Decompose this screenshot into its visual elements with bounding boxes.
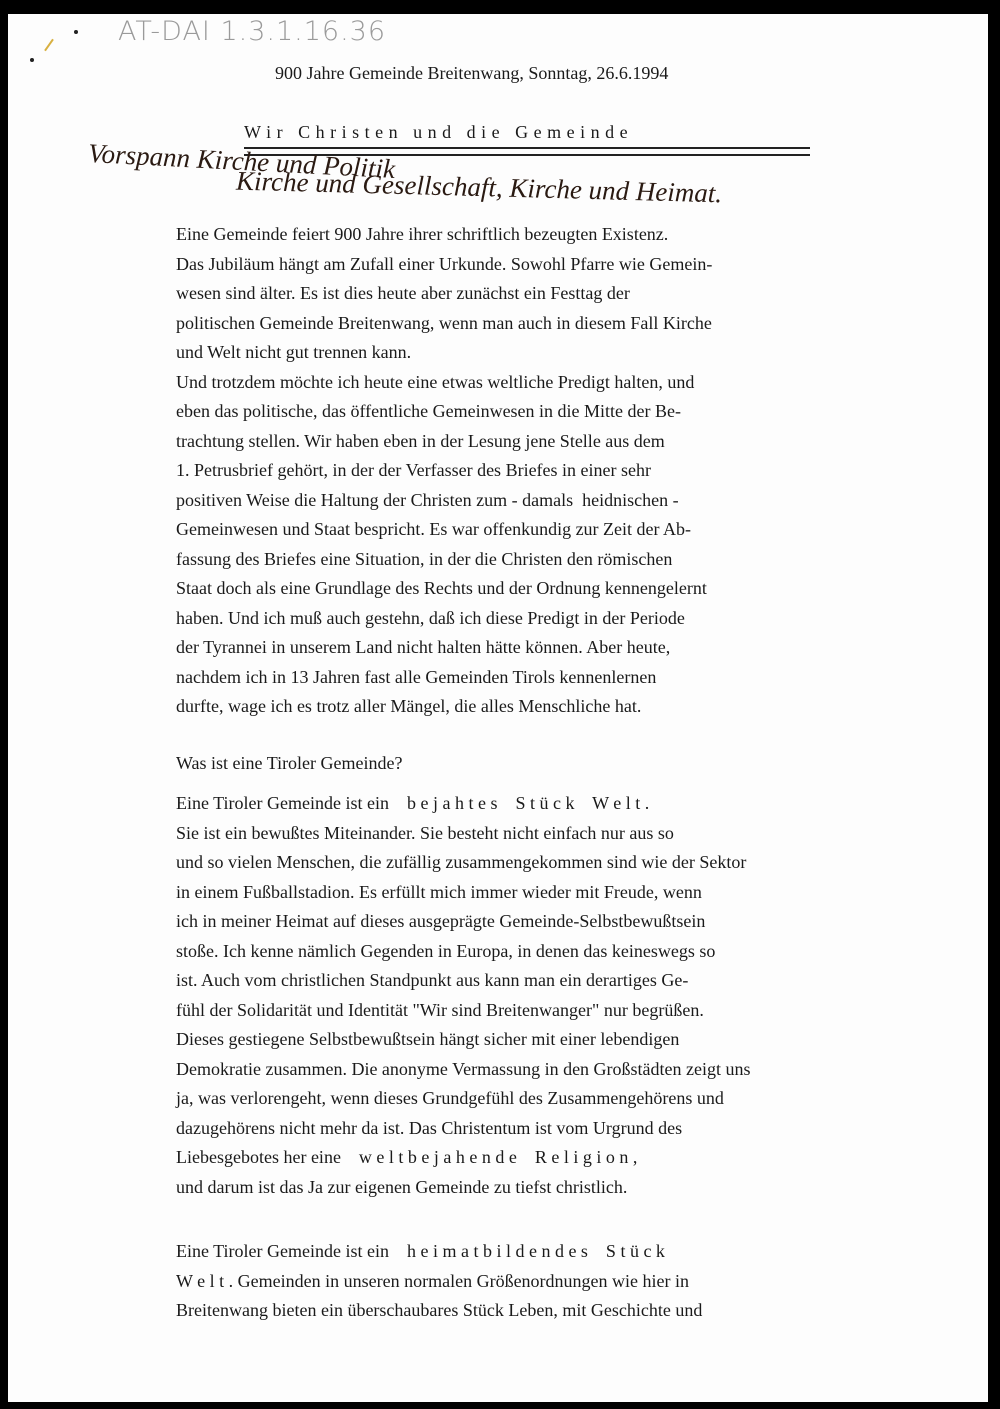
paragraph-1 [176, 220, 712, 722]
text-line: durfte, wage ich es trotz aller Mängel, die alles Menschliche hat. [176, 696, 642, 716]
text-line: fassung des Briefes eine Situation, in der die Christen den römischen [176, 548, 673, 569]
text-line: Dieses gestiegene Selbstbewußtsein hängt sicher mit einer lebendigen [176, 1029, 680, 1049]
text-line: Staat doch als eine Grundlage des Rechts und der Ordnung kennengelernt [176, 578, 707, 598]
text-line: der Tyrannei in unserem Land nicht halten hätte können. Aber heute, [176, 637, 671, 657]
handwritten-note-line-2: Kirche und Gesellschaft, Kirche und Heimat. [235, 165, 723, 209]
text-line: in einem Fußballstadion. Es erfüllt mich immer wieder mit Freude, wenn [176, 881, 702, 902]
archive-signature: AT-DAI 1.3.1.16.36 [118, 16, 387, 47]
text-line: trachtung stellen. Wir haben eben in der Lesung jene Stelle aus dem [176, 430, 665, 451]
text-line: Und trotzdem möchte ich heute eine etwas weltliche Predigt halten, und [176, 371, 695, 392]
text-line: haben. Und ich muß auch gestehn, daß ich diese Predigt in der Periode [176, 607, 685, 628]
text-line: positiven Weise die Haltung der Christen zum - damals heidnischen - [176, 489, 679, 510]
handwritten-note-line-1: Vorspann Kirche und Politik [87, 137, 396, 185]
text-line: wesen sind älter. Es ist dies heute aber zunächst ein Festtag der [176, 283, 630, 303]
text-line: und Welt nicht gut trennen kann. [176, 342, 412, 362]
text-line: und so vielen Menschen, die zufällig zusammengekommen sind wie der Sektor [176, 852, 747, 872]
ink-speck [30, 58, 34, 62]
text-line: Sie ist ein bewußtes Miteinander. Sie besteht nicht einfach nur aus so [176, 822, 674, 843]
text-line: Demokratie zusammen. Die anonyme Vermassung in den Großstädten zeigt uns [176, 1058, 751, 1079]
text-line: 1. Petrusbrief gehört, in der der Verfasser des Briefes in einer sehr [176, 460, 652, 480]
text-line: dazugehörens nicht mehr da ist. Das Christentum ist vom Urgrund des [176, 1117, 683, 1138]
text-line: ja, was verlorengeht, wenn dieses Grundgefühl des Zusammengehörens und [176, 1088, 724, 1108]
text-line: eben das politische, das öffentliche Gemeinwesen in die Mitte der Be- [176, 401, 682, 421]
text-line: Gemeinwesen und Staat bespricht. Es war offenkundig zur Zeit der Ab- [176, 519, 692, 539]
text-line: nachdem ich in 13 Jahren fast alle Gemeinden Tirols kennenlernen [176, 666, 657, 687]
text-line: Eine Tiroler Gemeinde ist ein b e j a h t e s S t ü c k W e l t . [176, 793, 650, 813]
text-line: W e l t . Gemeinden in unseren normalen Größenordnungen wie hier in [176, 1270, 690, 1291]
section-heading: Was ist eine Tiroler Gemeinde? [176, 753, 403, 773]
text-line: Eine Tiroler Gemeinde ist ein h e i m a t b i l d e n d e s S t ü c k [176, 1241, 665, 1261]
ink-speck [74, 30, 78, 34]
text-line: und darum ist das Ja zur eigenen Gemeinde zu tiefst christlich. [176, 1176, 628, 1197]
paragraph-3 [176, 1237, 702, 1326]
text-line: Eine Gemeinde feiert 900 Jahre ihrer schriftlich bezeugten Existenz. [176, 224, 669, 244]
document-title: W i r C h r i s t e n u n d d i e G e m e i n d e [244, 122, 629, 142]
text-line: ist. Auch vom christlichen Standpunkt aus kann man ein derartiges Ge- [176, 970, 689, 990]
text-line: fühl der Solidarität und Identität "Wir sind Breitenwanger" nur begrüßen. [176, 999, 704, 1020]
text-line: ich in meiner Heimat auf dieses ausgeprägte Gemeinde-Selbstbewußtsein [176, 911, 706, 931]
text-line: stoße. Ich kenne nämlich Gegenden in Europa, in denen das keineswegs so [176, 940, 716, 961]
document-header: 900 Jahre Gemeinde Breitenwang, Sonntag, 26.6.1994 [275, 63, 669, 83]
paragraph-2 [176, 789, 751, 1202]
text-line: Liebesgebotes her eine w e l t b e j a h e n d e R e l i g i o n , [176, 1147, 638, 1167]
text-line: Breitenwang bieten ein überschaubares Stück Leben, mit Geschichte und [176, 1300, 703, 1320]
text-line: Das Jubiläum hängt am Zufall einer Urkunde. Sowohl Pfarre wie Gemein- [176, 253, 713, 274]
text-line: politischen Gemeinde Breitenwang, wenn man auch in diesem Fall Kirche [176, 312, 712, 333]
